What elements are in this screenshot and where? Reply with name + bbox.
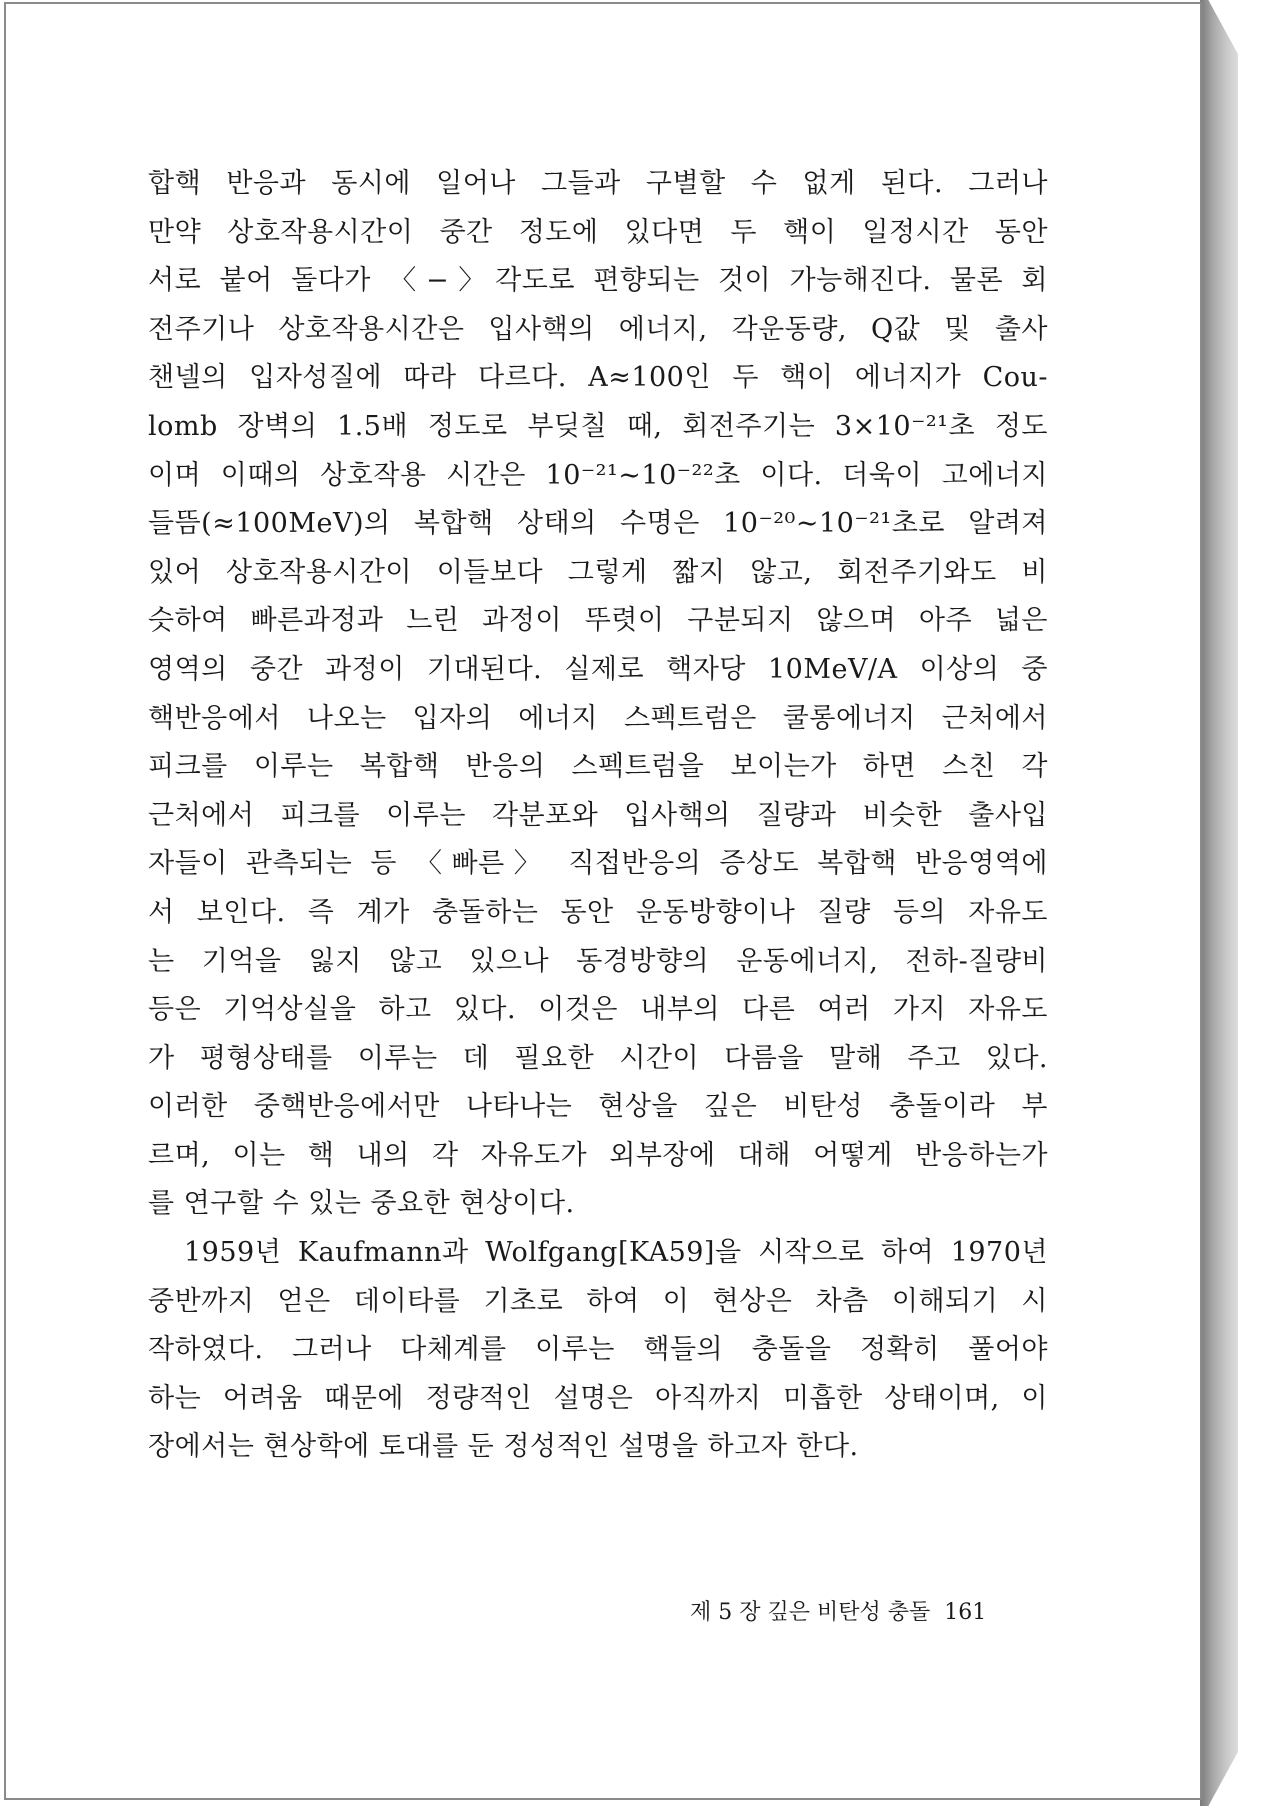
text-line: 영역의 중간 과정이 기대된다. 실제로 핵자당 10MeV/A 이상의 중 [148, 653, 1048, 685]
body-text [148, 160, 1048, 1472]
text-line: 중반까지 얻은 데이타를 기초로 하여 이 현상은 차츰 이해되기 시 [148, 1285, 1048, 1317]
paragraph-2 [148, 1229, 1048, 1472]
text-line: 는 기억을 잃지 않고 있으나 동경방향의 운동에너지, 전하-질량비 [148, 945, 1048, 977]
text-line: 만약 상호작용시간이 중간 정도에 있다면 두 핵이 일정시간 동안 [148, 216, 1048, 248]
text-line: lomb 장벽의 1.5배 정도로 부딪칠 때, 회전주기는 3×10⁻²¹초 정도 [148, 410, 1048, 442]
text-line: 들뜸(≈100MeV)의 복합핵 상태의 수명은 10⁻²⁰∼10⁻²¹초로 알려져 [148, 508, 1048, 540]
page-edge-shadow [1200, 0, 1238, 1806]
text-line: 근처에서 피크를 이루는 각분포와 입사핵의 질량과 비슷한 출사입 [148, 799, 1048, 831]
text-line: 챈넬의 입자성질에 따라 다르다. A≈100인 두 핵이 에너지가 Cou- [148, 362, 1048, 394]
text-line: 있어 상호작용시간이 이들보다 그렇게 짧지 않고, 회전주기와도 비 [148, 556, 1048, 588]
text-line: 하는 어려움 때문에 정량적인 설명은 아직까지 미흡한 상태이며, 이 [148, 1382, 1048, 1414]
text-line: 이며 이때의 상호작용 시간은 10⁻²¹∼10⁻²²초 이다. 더욱이 고에너지 [148, 459, 1048, 491]
paragraph-1 [148, 160, 1048, 1229]
running-footer [690, 1595, 1010, 1626]
text-line: 1959년 Kaufmann과 Wolfgang[KA59]을 시작으로 하여 1970년 [184, 1237, 1048, 1269]
chapter-title: 제 5 장 깊은 비탄성 충돌 [690, 1600, 931, 1625]
text-line: 전주기나 상호작용시간은 입사핵의 에너지, 각운동량, Q값 및 출사 [148, 313, 1048, 345]
text-line: 자들이 관측되는 등 〈빠른〉 직접반응의 증상도 복합핵 반응영역에 [148, 848, 1048, 880]
text-line: 서로 붙어 돌다가 〈−〉각도로 편향되는 것이 가능해진다. 물론 회 [148, 265, 1048, 297]
text-line: 작하였다. 그러나 다체계를 이루는 핵들의 충돌을 정확히 풀어야 [148, 1334, 1048, 1366]
text-line: 이러한 중핵반응에서만 나타나는 현상을 깊은 비탄성 충돌이라 부 [148, 1091, 1048, 1123]
text-line: 피크를 이루는 복합핵 반응의 스펙트럼을 보이는가 하면 스친 각 [148, 751, 1048, 783]
text-line: 합핵 반응과 동시에 일어나 그들과 구별할 수 없게 된다. 그러나 [148, 168, 1048, 199]
text-line: 핵반응에서 나오는 입자의 에너지 스펙트럼은 쿨롱에너지 근처에서 [148, 702, 1048, 734]
page-number: 161 [944, 1600, 987, 1625]
text-line: 가 평형상태를 이루는 데 필요한 시간이 다름을 말해 주고 있다. [148, 1042, 1048, 1074]
text-line: 등은 기억상실을 하고 있다. 이것은 내부의 다른 여러 가지 자유도 [148, 994, 1048, 1026]
text-line: 장에서는 현상학에 토대를 둔 정성적인 설명을 하고자 한다. [148, 1431, 859, 1463]
text-line: 르며, 이는 핵 내의 각 자유도가 외부장에 대해 어떻게 반응하는가 [148, 1139, 1048, 1171]
text-line: 서 보인다. 즉 계가 충돌하는 동안 운동방향이나 질량 등의 자유도 [148, 896, 1048, 928]
text-line: 를 연구할 수 있는 중요한 현상이다. [148, 1188, 575, 1220]
text-line: 슷하여 빠른과정과 느린 과정이 뚜렷이 구분되지 않으며 아주 넓은 [148, 605, 1048, 637]
